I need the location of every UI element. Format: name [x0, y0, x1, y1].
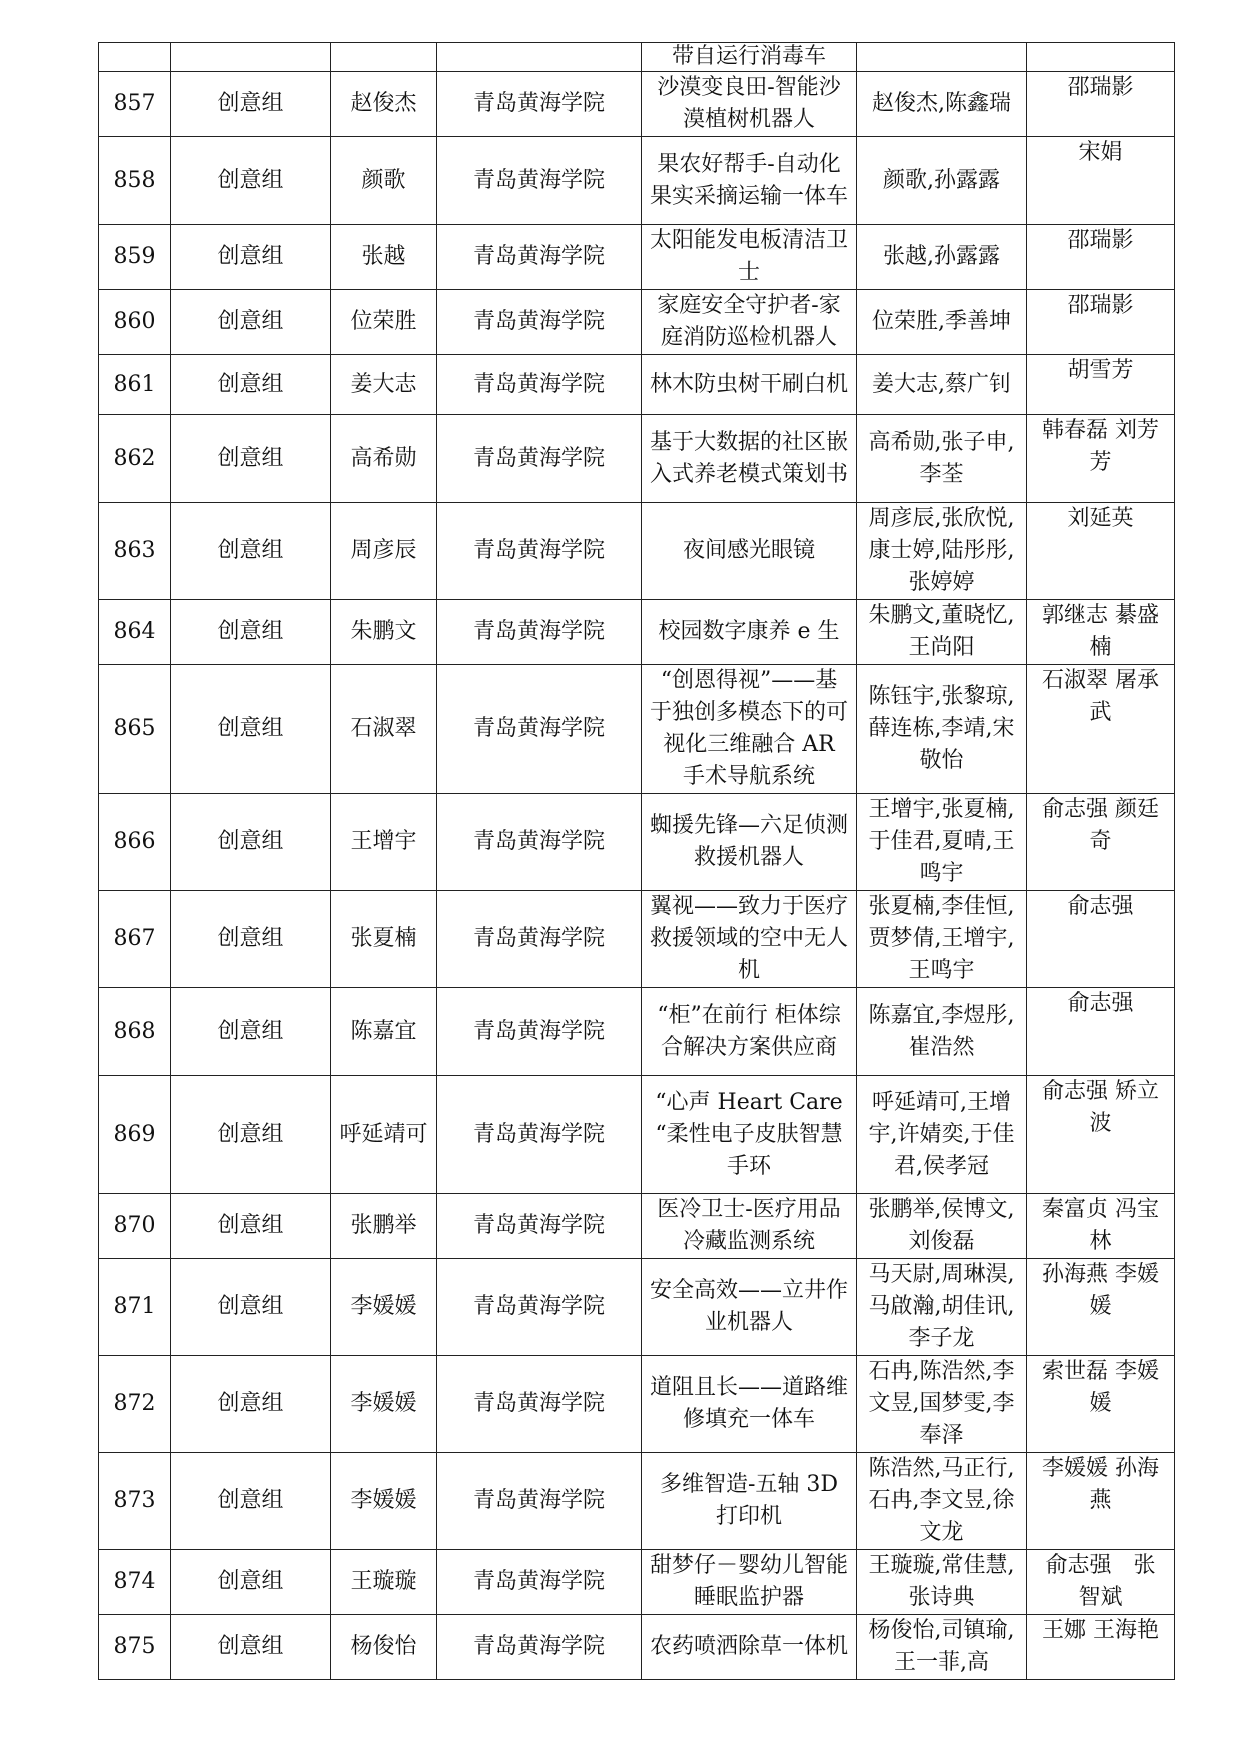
- cell-no: 857: [99, 72, 171, 137]
- cell-school: 青岛黄海学院: [437, 794, 642, 891]
- cell-leader: 石淑翠: [331, 665, 437, 794]
- cell-no: 875: [99, 1615, 171, 1680]
- cell-no: 870: [99, 1194, 171, 1259]
- cell-leader: 呼延靖可: [331, 1076, 437, 1194]
- cell-group: [171, 43, 331, 72]
- cell-mentor: 邵瑞影: [1027, 290, 1175, 355]
- cell-no: 863: [99, 503, 171, 600]
- cell-members: 王增宇,张夏楠,于佳君,夏晴,王鸣宇: [857, 794, 1027, 891]
- cell-group: 创意组: [171, 1194, 331, 1259]
- cell-school: 青岛黄海学院: [437, 1076, 642, 1194]
- cell-members: 位荣胜,季善坤: [857, 290, 1027, 355]
- cell-school: 青岛黄海学院: [437, 1259, 642, 1356]
- cell-mentor: 石淑翠 屠承武: [1027, 665, 1175, 794]
- table-body: [99, 43, 1175, 1680]
- cell-school: 青岛黄海学院: [437, 1615, 642, 1680]
- table-row: [99, 1550, 1175, 1615]
- cell-no: 873: [99, 1453, 171, 1550]
- cell-no: 858: [99, 137, 171, 225]
- cell-leader: 周彦辰: [331, 503, 437, 600]
- cell-project: 基于大数据的社区嵌入式养老模式策划书: [642, 415, 857, 503]
- cell-group: 创意组: [171, 415, 331, 503]
- cell-group: 创意组: [171, 1615, 331, 1680]
- cell-mentor: 刘延英: [1027, 503, 1175, 600]
- cell-members: 陈浩然,马正行,石冉,李文昱,徐文龙: [857, 1453, 1027, 1550]
- table-row: [99, 72, 1175, 137]
- cell-project: 医冷卫士-医疗用品冷藏监测系统: [642, 1194, 857, 1259]
- cell-school: 青岛黄海学院: [437, 355, 642, 415]
- table-row: [99, 290, 1175, 355]
- cell-group: 创意组: [171, 1356, 331, 1453]
- cell-mentor: 俞志强 张智斌: [1027, 1550, 1175, 1615]
- cell-members: 陈嘉宜,李煜彤,崔浩然: [857, 988, 1027, 1076]
- cell-leader: 张鹏举: [331, 1194, 437, 1259]
- cell-group: 创意组: [171, 290, 331, 355]
- cell-group: 创意组: [171, 1259, 331, 1356]
- cell-group: 创意组: [171, 1550, 331, 1615]
- cell-school: 青岛黄海学院: [437, 1194, 642, 1259]
- cell-group: 创意组: [171, 72, 331, 137]
- cell-leader: 朱鹏文: [331, 600, 437, 665]
- cell-members: 张鹏举,侯博文,刘俊磊: [857, 1194, 1027, 1259]
- table-row: [99, 1615, 1175, 1680]
- cell-school: 青岛黄海学院: [437, 1550, 642, 1615]
- cell-school: 青岛黄海学院: [437, 415, 642, 503]
- cell-leader: 姜大志: [331, 355, 437, 415]
- cell-project: 翼视——致力于医疗救援领域的空中无人机: [642, 891, 857, 988]
- cell-leader: [331, 43, 437, 72]
- cell-no: 864: [99, 600, 171, 665]
- cell-group: 创意组: [171, 1453, 331, 1550]
- cell-project: 夜间感光眼镜: [642, 503, 857, 600]
- table-row-continued: [99, 43, 1175, 72]
- cell-school: 青岛黄海学院: [437, 137, 642, 225]
- cell-leader: 王璇璇: [331, 1550, 437, 1615]
- cell-school: 青岛黄海学院: [437, 891, 642, 988]
- cell-leader: 李媛媛: [331, 1259, 437, 1356]
- table-row: [99, 1194, 1175, 1259]
- cell-leader: 王增宇: [331, 794, 437, 891]
- cell-no: 862: [99, 415, 171, 503]
- cell-leader: 颜歌: [331, 137, 437, 225]
- cell-leader: 高希勋: [331, 415, 437, 503]
- cell-members: 杨俊怡,司镇瑜,王一菲,高: [857, 1615, 1027, 1680]
- cell-project: “创恩得视”——基于独创多模态下的可视化三维融合 AR 手术导航系统: [642, 665, 857, 794]
- cell-no: 859: [99, 225, 171, 290]
- cell-school: [437, 43, 642, 72]
- cell-members: 周彦辰,张欣悦,康士婷,陆彤彤,张婷婷: [857, 503, 1027, 600]
- cell-project: “柜”在前行 柜体综合解决方案供应商: [642, 988, 857, 1076]
- cell-group: 创意组: [171, 355, 331, 415]
- cell-leader: 张夏楠: [331, 891, 437, 988]
- cell-school: 青岛黄海学院: [437, 1453, 642, 1550]
- cell-school: 青岛黄海学院: [437, 988, 642, 1076]
- cell-mentor: 邵瑞影: [1027, 72, 1175, 137]
- table-row: [99, 415, 1175, 503]
- cell-members: 颜歌,孙露露: [857, 137, 1027, 225]
- cell-no: 866: [99, 794, 171, 891]
- table-row: [99, 1356, 1175, 1453]
- cell-group: 创意组: [171, 1076, 331, 1194]
- cell-group: 创意组: [171, 891, 331, 988]
- cell-project: “心声 Heart Care “柔性电子皮肤智慧手环: [642, 1076, 857, 1194]
- cell-school: 青岛黄海学院: [437, 72, 642, 137]
- cell-project: 家庭安全守护者-家庭消防巡检机器人: [642, 290, 857, 355]
- cell-mentor: 邵瑞影: [1027, 225, 1175, 290]
- cell-school: 青岛黄海学院: [437, 600, 642, 665]
- cell-project: 沙漠变良田-智能沙漠植树机器人: [642, 72, 857, 137]
- cell-no: 865: [99, 665, 171, 794]
- table-row: [99, 503, 1175, 600]
- cell-no: 874: [99, 1550, 171, 1615]
- cell-school: 青岛黄海学院: [437, 1356, 642, 1453]
- table-row: [99, 1259, 1175, 1356]
- cell-members: 石冉,陈浩然,李文昱,国梦雯,李奉泽: [857, 1356, 1027, 1453]
- cell-school: 青岛黄海学院: [437, 665, 642, 794]
- cell-project: 甜梦仔－婴幼儿智能睡眠监护器: [642, 1550, 857, 1615]
- cell-mentor: 胡雪芳: [1027, 355, 1175, 415]
- cell-no: 869: [99, 1076, 171, 1194]
- cell-mentor: 李媛媛 孙海燕: [1027, 1453, 1175, 1550]
- cell-project: 多维智造-五轴 3D 打印机: [642, 1453, 857, 1550]
- cell-no: 871: [99, 1259, 171, 1356]
- cell-group: 创意组: [171, 794, 331, 891]
- cell-mentor: 俞志强 矫立波: [1027, 1076, 1175, 1194]
- cell-project: 安全高效——立井作业机器人: [642, 1259, 857, 1356]
- cell-members: 高希勋,张子申,李荃: [857, 415, 1027, 503]
- cell-mentor: [1027, 43, 1175, 72]
- cell-school: 青岛黄海学院: [437, 503, 642, 600]
- cell-mentor: 王娜 王海艳: [1027, 1615, 1175, 1680]
- cell-no: 861: [99, 355, 171, 415]
- cell-mentor: 俞志强: [1027, 891, 1175, 988]
- table-row: [99, 665, 1175, 794]
- cell-mentor: 韩春磊 刘芳芳: [1027, 415, 1175, 503]
- cell-members: 陈钰宇,张黎琼,薛连栋,李靖,宋敬怡: [857, 665, 1027, 794]
- cell-mentor: 郭继志 綦盛楠: [1027, 600, 1175, 665]
- table-row: [99, 794, 1175, 891]
- cell-leader: 赵俊杰: [331, 72, 437, 137]
- table-row: [99, 1453, 1175, 1550]
- cell-no: 872: [99, 1356, 171, 1453]
- cell-project: 农药喷洒除草一体机: [642, 1615, 857, 1680]
- cell-group: 创意组: [171, 225, 331, 290]
- cell-members: 张夏楠,李佳恒,贾梦倩,王增宇,王鸣宇: [857, 891, 1027, 988]
- cell-leader: 李媛媛: [331, 1453, 437, 1550]
- table-row: [99, 137, 1175, 225]
- cell-project: 果农好帮手-自动化果实采摘运输一体车: [642, 137, 857, 225]
- cell-members: 姜大志,蔡广钊: [857, 355, 1027, 415]
- table-row: [99, 891, 1175, 988]
- cell-members: 赵俊杰,陈鑫瑞: [857, 72, 1027, 137]
- cell-project: 蜘援先锋—六足侦测救援机器人: [642, 794, 857, 891]
- cell-no: 860: [99, 290, 171, 355]
- cell-school: 青岛黄海学院: [437, 290, 642, 355]
- cell-project: 太阳能发电板清洁卫士: [642, 225, 857, 290]
- cell-group: 创意组: [171, 137, 331, 225]
- cell-leader: 陈嘉宜: [331, 988, 437, 1076]
- cell-group: 创意组: [171, 600, 331, 665]
- cell-members: 张越,孙露露: [857, 225, 1027, 290]
- cell-members: 王璇璇,常佳慧,张诗典: [857, 1550, 1027, 1615]
- table-row: [99, 355, 1175, 415]
- cell-mentor: 孙海燕 李媛媛: [1027, 1259, 1175, 1356]
- cell-mentor: 秦富贞 冯宝林: [1027, 1194, 1175, 1259]
- cell-leader: 杨俊怡: [331, 1615, 437, 1680]
- cell-leader: 李媛媛: [331, 1356, 437, 1453]
- table-row: [99, 988, 1175, 1076]
- cell-leader: 张越: [331, 225, 437, 290]
- cell-members: 朱鹏文,董晓忆,王尚阳: [857, 600, 1027, 665]
- cell-members: 马天尉,周琳淏,马啟瀚,胡佳讯,李子龙: [857, 1259, 1027, 1356]
- cell-mentor: 俞志强 颜廷奇: [1027, 794, 1175, 891]
- cell-group: 创意组: [171, 665, 331, 794]
- cell-no: 867: [99, 891, 171, 988]
- cell-group: 创意组: [171, 988, 331, 1076]
- table-row: [99, 600, 1175, 665]
- cell-mentor: 索世磊 李媛媛: [1027, 1356, 1175, 1453]
- cell-mentor: 俞志强: [1027, 988, 1175, 1076]
- table-row: [99, 1076, 1175, 1194]
- cell-project: 校园数字康养 e 生: [642, 600, 857, 665]
- cell-mentor: 宋娟: [1027, 137, 1175, 225]
- cell-school: 青岛黄海学院: [437, 225, 642, 290]
- cell-group: 创意组: [171, 503, 331, 600]
- cell-project: 带自运行消毒车: [642, 43, 857, 72]
- cell-project: 林木防虫树干刷白机: [642, 355, 857, 415]
- cell-members: 呼延靖可,王增宇,许婧奕,于佳君,侯孝冠: [857, 1076, 1027, 1194]
- cell-no: [99, 43, 171, 72]
- cell-members: [857, 43, 1027, 72]
- table-row: [99, 225, 1175, 290]
- cell-project: 道阻且长——道路维修填充一体车: [642, 1356, 857, 1453]
- cell-leader: 位荣胜: [331, 290, 437, 355]
- award-list-table: [98, 42, 1175, 1680]
- cell-no: 868: [99, 988, 171, 1076]
